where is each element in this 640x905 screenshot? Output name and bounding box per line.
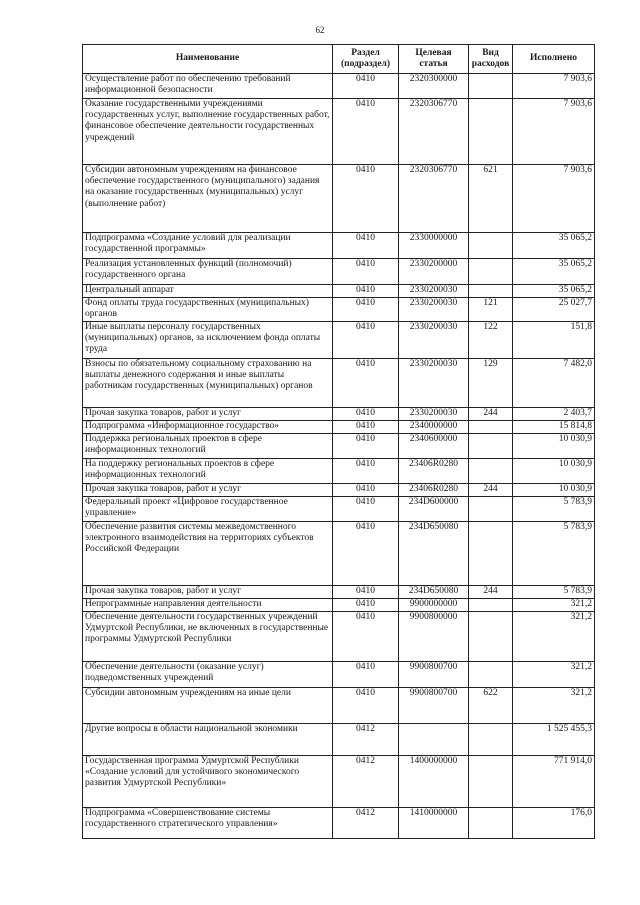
row-section: 0410: [333, 298, 399, 322]
table-row: [83, 612, 595, 662]
row-section: 0412: [333, 724, 399, 756]
header-expense-type: Вид расходов: [469, 45, 513, 74]
header-article: Целевая статья: [399, 45, 469, 74]
row-name: Осуществление работ по обеспечению требований информационной безопасности: [83, 74, 333, 99]
table-row: [83, 599, 595, 612]
row-expense-type: 622: [469, 688, 513, 724]
row-expense-type: 621: [469, 165, 513, 233]
row-executed: 7 903,6: [513, 165, 595, 233]
row-executed: 7 903,6: [513, 74, 595, 99]
row-expense-type: [469, 522, 513, 586]
header-name: Наименование: [83, 45, 333, 74]
row-executed: 35 065,2: [513, 259, 595, 285]
header-section: Раздел (подраздел): [333, 45, 399, 74]
row-name: Взносы по обязательному социальному страхованию на выплаты денежного содержания и иные выплаты работникам государственных (муниципальных) органов: [83, 359, 333, 408]
row-article: 234D650080: [399, 586, 469, 599]
row-executed: 15 814,8: [513, 421, 595, 434]
row-article: 2320300000: [399, 74, 469, 99]
row-section: 0410: [333, 322, 399, 359]
row-executed: 35 065,2: [513, 285, 595, 298]
table-row: [83, 285, 595, 298]
row-article: 2330200030: [399, 408, 469, 421]
row-expense-type: 244: [469, 484, 513, 497]
row-expense-type: [469, 259, 513, 285]
row-expense-type: 244: [469, 586, 513, 599]
row-article: 2330000000: [399, 233, 469, 259]
row-section: 0410: [333, 484, 399, 497]
row-name: Центральный аппарат: [83, 285, 333, 298]
table-row: [83, 484, 595, 497]
row-expense-type: [469, 612, 513, 662]
row-expense-type: [469, 434, 513, 459]
row-expense-type: [469, 756, 513, 808]
table-row: [83, 259, 595, 285]
row-name: Прочая закупка товаров, работ и услуг: [83, 408, 333, 421]
row-executed: 2 403,7: [513, 408, 595, 421]
row-article: 1410000000: [399, 808, 469, 839]
table-row: [83, 233, 595, 259]
row-article: 1400000000: [399, 756, 469, 808]
row-section: 0412: [333, 756, 399, 808]
row-name: Подпрограмма «Создание условий для реализации государственной программы»: [83, 233, 333, 259]
row-article: 23406R0280: [399, 484, 469, 497]
row-name: Подпрограмма «Совершенствование системы государственного стратегического управления»: [83, 808, 333, 839]
row-section: 0412: [333, 808, 399, 839]
row-section: 0410: [333, 285, 399, 298]
row-executed: 10 030,9: [513, 459, 595, 484]
row-executed: 176,0: [513, 808, 595, 839]
row-section: 0410: [333, 408, 399, 421]
row-name: Прочая закупка товаров, работ и услуг: [83, 586, 333, 599]
row-article: 9900800700: [399, 688, 469, 724]
row-expense-type: [469, 459, 513, 484]
row-article: 234D600000: [399, 497, 469, 522]
row-expense-type: [469, 74, 513, 99]
row-executed: 5 783,9: [513, 522, 595, 586]
row-executed: 10 030,9: [513, 484, 595, 497]
row-section: 0410: [333, 233, 399, 259]
table-row: [83, 359, 595, 408]
table-row: [83, 662, 595, 688]
table-header-row: [83, 45, 595, 74]
row-executed: 1 525 455,3: [513, 724, 595, 756]
row-article: 23406R0280: [399, 459, 469, 484]
row-expense-type: [469, 599, 513, 612]
row-executed: 5 783,9: [513, 497, 595, 522]
row-section: 0410: [333, 459, 399, 484]
table-row: [83, 165, 595, 233]
budget-execution-table: [82, 44, 595, 839]
row-name: Подпрограмма «Информационное государство»: [83, 421, 333, 434]
row-executed: 7 482,0: [513, 359, 595, 408]
row-article: 2330200030: [399, 285, 469, 298]
table-row: [83, 459, 595, 484]
row-executed: 151,8: [513, 322, 595, 359]
row-article: 9900000000: [399, 599, 469, 612]
row-name: Субсидии автономным учреждениям на иные цели: [83, 688, 333, 724]
row-article: 2320306770: [399, 165, 469, 233]
row-expense-type: 121: [469, 298, 513, 322]
row-article: 2330200030: [399, 298, 469, 322]
row-name: Фонд оплаты труда государственных (муниципальных) органов: [83, 298, 333, 322]
row-name: Федеральный проект «Цифровое государственное управление»: [83, 497, 333, 522]
row-article: 2330200030: [399, 359, 469, 408]
row-expense-type: [469, 724, 513, 756]
row-executed: 321,2: [513, 662, 595, 688]
table-row: [83, 408, 595, 421]
row-name: Обеспечение деятельности государственных учреждений Удмуртской Республики, не включенных в государственные программы Удмуртской Республики: [83, 612, 333, 662]
table-row: [83, 497, 595, 522]
row-section: 0410: [333, 612, 399, 662]
row-section: 0410: [333, 688, 399, 724]
row-article: 234D650080: [399, 522, 469, 586]
table-row: [83, 724, 595, 756]
table-row: [83, 322, 595, 359]
row-name: Прочая закупка товаров, работ и услуг: [83, 484, 333, 497]
row-expense-type: [469, 421, 513, 434]
row-expense-type: 129: [469, 359, 513, 408]
row-executed: 771 914,0: [513, 756, 595, 808]
row-article: 2330200000: [399, 259, 469, 285]
row-section: 0410: [333, 599, 399, 612]
row-name: Другие вопросы в области национальной экономики: [83, 724, 333, 756]
row-name: Иные выплаты персоналу государственных (муниципальных) органов, за исключением фонда оплаты труда: [83, 322, 333, 359]
row-name: Обеспечение деятельности (оказание услуг) подведомственных учреждений: [83, 662, 333, 688]
row-article: [399, 724, 469, 756]
row-name: На поддержку региональных проектов в сфере информационных технологий: [83, 459, 333, 484]
table-row: [83, 421, 595, 434]
table-row: [83, 756, 595, 808]
row-section: 0410: [333, 99, 399, 165]
row-expense-type: [469, 285, 513, 298]
row-section: 0410: [333, 662, 399, 688]
row-section: 0410: [333, 434, 399, 459]
table-row: [83, 522, 595, 586]
row-section: 0410: [333, 522, 399, 586]
header-executed: Исполнено: [513, 45, 595, 74]
table-row: [83, 586, 595, 599]
row-section: 0410: [333, 359, 399, 408]
row-executed: 321,2: [513, 599, 595, 612]
row-executed: 10 030,9: [513, 434, 595, 459]
row-article: 2320306770: [399, 99, 469, 165]
row-section: 0410: [333, 421, 399, 434]
table-row: [83, 808, 595, 839]
row-article: 2340000000: [399, 421, 469, 434]
row-name: Реализация установленных функций (полномочий) государственного органа: [83, 259, 333, 285]
row-article: 9900800000: [399, 612, 469, 662]
row-expense-type: [469, 662, 513, 688]
table-row: [83, 74, 595, 99]
table-row: [83, 99, 595, 165]
row-name: Оказание государственными учреждениями государственных услуг, выполнение государственных работ, финансовое обеспечение деятельности государственных учреждений: [83, 99, 333, 165]
row-executed: 35 065,2: [513, 233, 595, 259]
row-executed: 5 783,9: [513, 586, 595, 599]
row-section: 0410: [333, 586, 399, 599]
row-expense-type: 244: [469, 408, 513, 421]
page-number: 62: [315, 25, 325, 35]
row-name: Государственная программа Удмуртской Республики «Создание условий для устойчивого экономического развития Удмуртской Республики»: [83, 756, 333, 808]
row-expense-type: [469, 808, 513, 839]
row-name: Поддержка региональных проектов в сфере информационных технологий: [83, 434, 333, 459]
row-article: 9900800700: [399, 662, 469, 688]
row-section: 0410: [333, 259, 399, 285]
row-section: 0410: [333, 165, 399, 233]
row-executed: 321,2: [513, 612, 595, 662]
table-row: [83, 434, 595, 459]
row-article: 2340600000: [399, 434, 469, 459]
row-article: 2330200030: [399, 322, 469, 359]
row-executed: 321,2: [513, 688, 595, 724]
table-row: [83, 688, 595, 724]
table-row: [83, 298, 595, 322]
row-section: 0410: [333, 74, 399, 99]
row-name: Субсидии автономным учреждениям на финансовое обеспечение государственного (муниципального) задания на оказание государственных (муниципальных) услуг (выполнение работ): [83, 165, 333, 233]
row-expense-type: [469, 233, 513, 259]
row-name: Обеспечение развития системы межведомственного электронного взаимодействия на территориях субъектов Российской Федерации: [83, 522, 333, 586]
row-name: Непрограммные направления деятельности: [83, 599, 333, 612]
row-executed: 7 903,6: [513, 99, 595, 165]
row-expense-type: [469, 497, 513, 522]
row-section: 0410: [333, 497, 399, 522]
table-body: [83, 74, 595, 839]
row-executed: 25 027,7: [513, 298, 595, 322]
row-expense-type: 122: [469, 322, 513, 359]
row-expense-type: [469, 99, 513, 165]
